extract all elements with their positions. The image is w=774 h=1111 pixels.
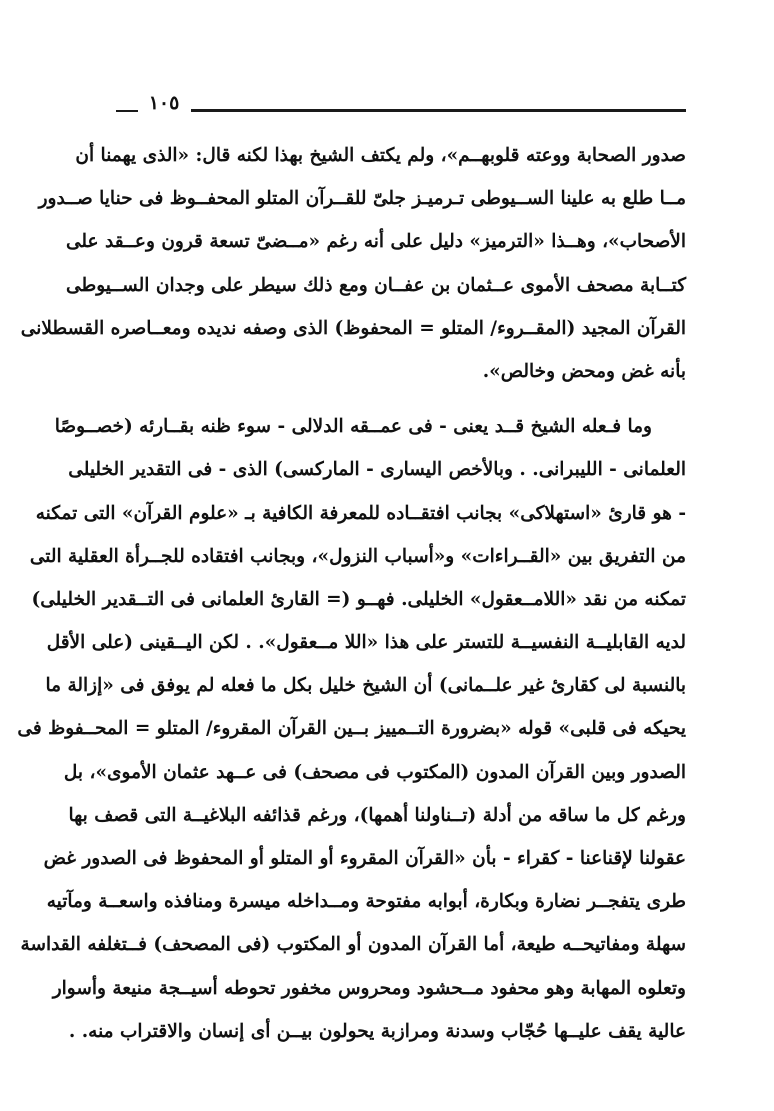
text-line: وما فـعله الشيخ قــد يعنى - فى عمــقه الدلالى - سوء ظنه بقــارئه (خصــوصًا bbox=[54, 416, 652, 438]
text-line: سهلة ومفاتيحــه طيعة، أما القرآن المدون أو المكتوب (فى المصحف) فــتغلفه القداسة bbox=[20, 934, 686, 956]
text-line: الصدور وبين القرآن المدون (المكتوب فى مصحف) فى عــهد عثمان الأموى»، بل bbox=[63, 761, 686, 783]
header-dash bbox=[116, 110, 138, 112]
text-line: بأنه غض ومحض وخالص». bbox=[482, 360, 686, 382]
text-line: - هو قارئ «استهلاكى» بجانب افتقــاده للمعرفة الكافية بـ «علوم القرآن» التى تمكنه bbox=[35, 502, 686, 524]
text-line: عقولنا لإقناعنا - كقراء - بأن «القرآن المقروء أو المتلو أو المحفوظ فى الصدور غض bbox=[43, 848, 686, 869]
text-line: عالية يقف عليــها حُجّاب وسدنة ومرازبة يحولون بيــن أى إنسان والاقتراب منه. . bbox=[68, 1020, 686, 1042]
text-line: وتعلوه المهابة وهو محفود مــحشود ومحروس مخفور تحوطه أسيــجة منيعة وأسوار bbox=[52, 977, 686, 999]
paragraph-2 bbox=[17, 405, 686, 1053]
text-line: كتــابة مصحف الأموى عــثمان بن عفــان ومع ذلك سيطر على وجدان الســيوطى bbox=[66, 274, 686, 296]
text-line: مــا طلع به علينا الســيوطى تـرميـز جلىّ للقــرآن المتلو المحفــوظ فى حنايا صــدور bbox=[38, 188, 686, 210]
page-number: ١٠٥ bbox=[148, 92, 180, 114]
header-rule bbox=[191, 109, 686, 112]
body-text bbox=[17, 134, 686, 1053]
text-line: صدور الصحابة ووعته قلوبهــم»، ولم يكتف الشيخ بهذا لكنه قال: «الذى يهمنا أن bbox=[75, 145, 686, 166]
text-line: لديه القابليــة النفسيــة للتستر على هذا «اللا مــعقول». . لكن اليــقينى (على الأقل bbox=[46, 632, 686, 654]
text-line: يحيكه فى قلبى» قوله «بضرورة التــمييز بــين القرآن المقروء/ المتلو = المحــفوظ فى bbox=[17, 718, 686, 740]
text-line: الأصحاب»، وهــذا «الترميز» دليل على أنه رغم «مــضىّ تسعة قرون وعــقد على bbox=[65, 231, 686, 253]
text-line: ورغم كل ما ساقه من أدلة (تــناولنا أهمها)، ورغم قذائفه البلاغيــة التى قصف بها bbox=[68, 804, 686, 826]
text-line: طرى يتفجــر نضارة وبكارة، أبوابه مفتوحة ومــداخله ميسرة ومنافذه واسعــة ومآتيه bbox=[46, 891, 686, 913]
text-line: القرآن المجيد (المقــروء/ المتلو = المحفوظ) الذى وصفه نديده ومعــاصره القسطلانى bbox=[20, 317, 686, 339]
page-header bbox=[116, 88, 686, 118]
text-line: من التفريق بين «القــراءات» و«أسباب النزول»، وبجانب افتقاده للجــرأة العقلية التى bbox=[29, 545, 686, 567]
text-line: تمكنه من نقد «اللامــعقول» الخليلى. فهــو (= القارئ العلمانى فى التــقدير الخليلى) bbox=[31, 588, 686, 610]
text-line: بالنسبة لى كقارئ غير علــمانى) أن الشيخ خليل بكل ما فعله لم يوفق فى «إزالة ما bbox=[45, 675, 686, 697]
paragraph-1 bbox=[20, 134, 686, 393]
paragraph-gap bbox=[116, 393, 686, 405]
text-line: العلمانى - الليبرانى. . وبالأخص اليسارى - الماركسى) الذى - فى التقدير الخليلى bbox=[68, 459, 686, 481]
